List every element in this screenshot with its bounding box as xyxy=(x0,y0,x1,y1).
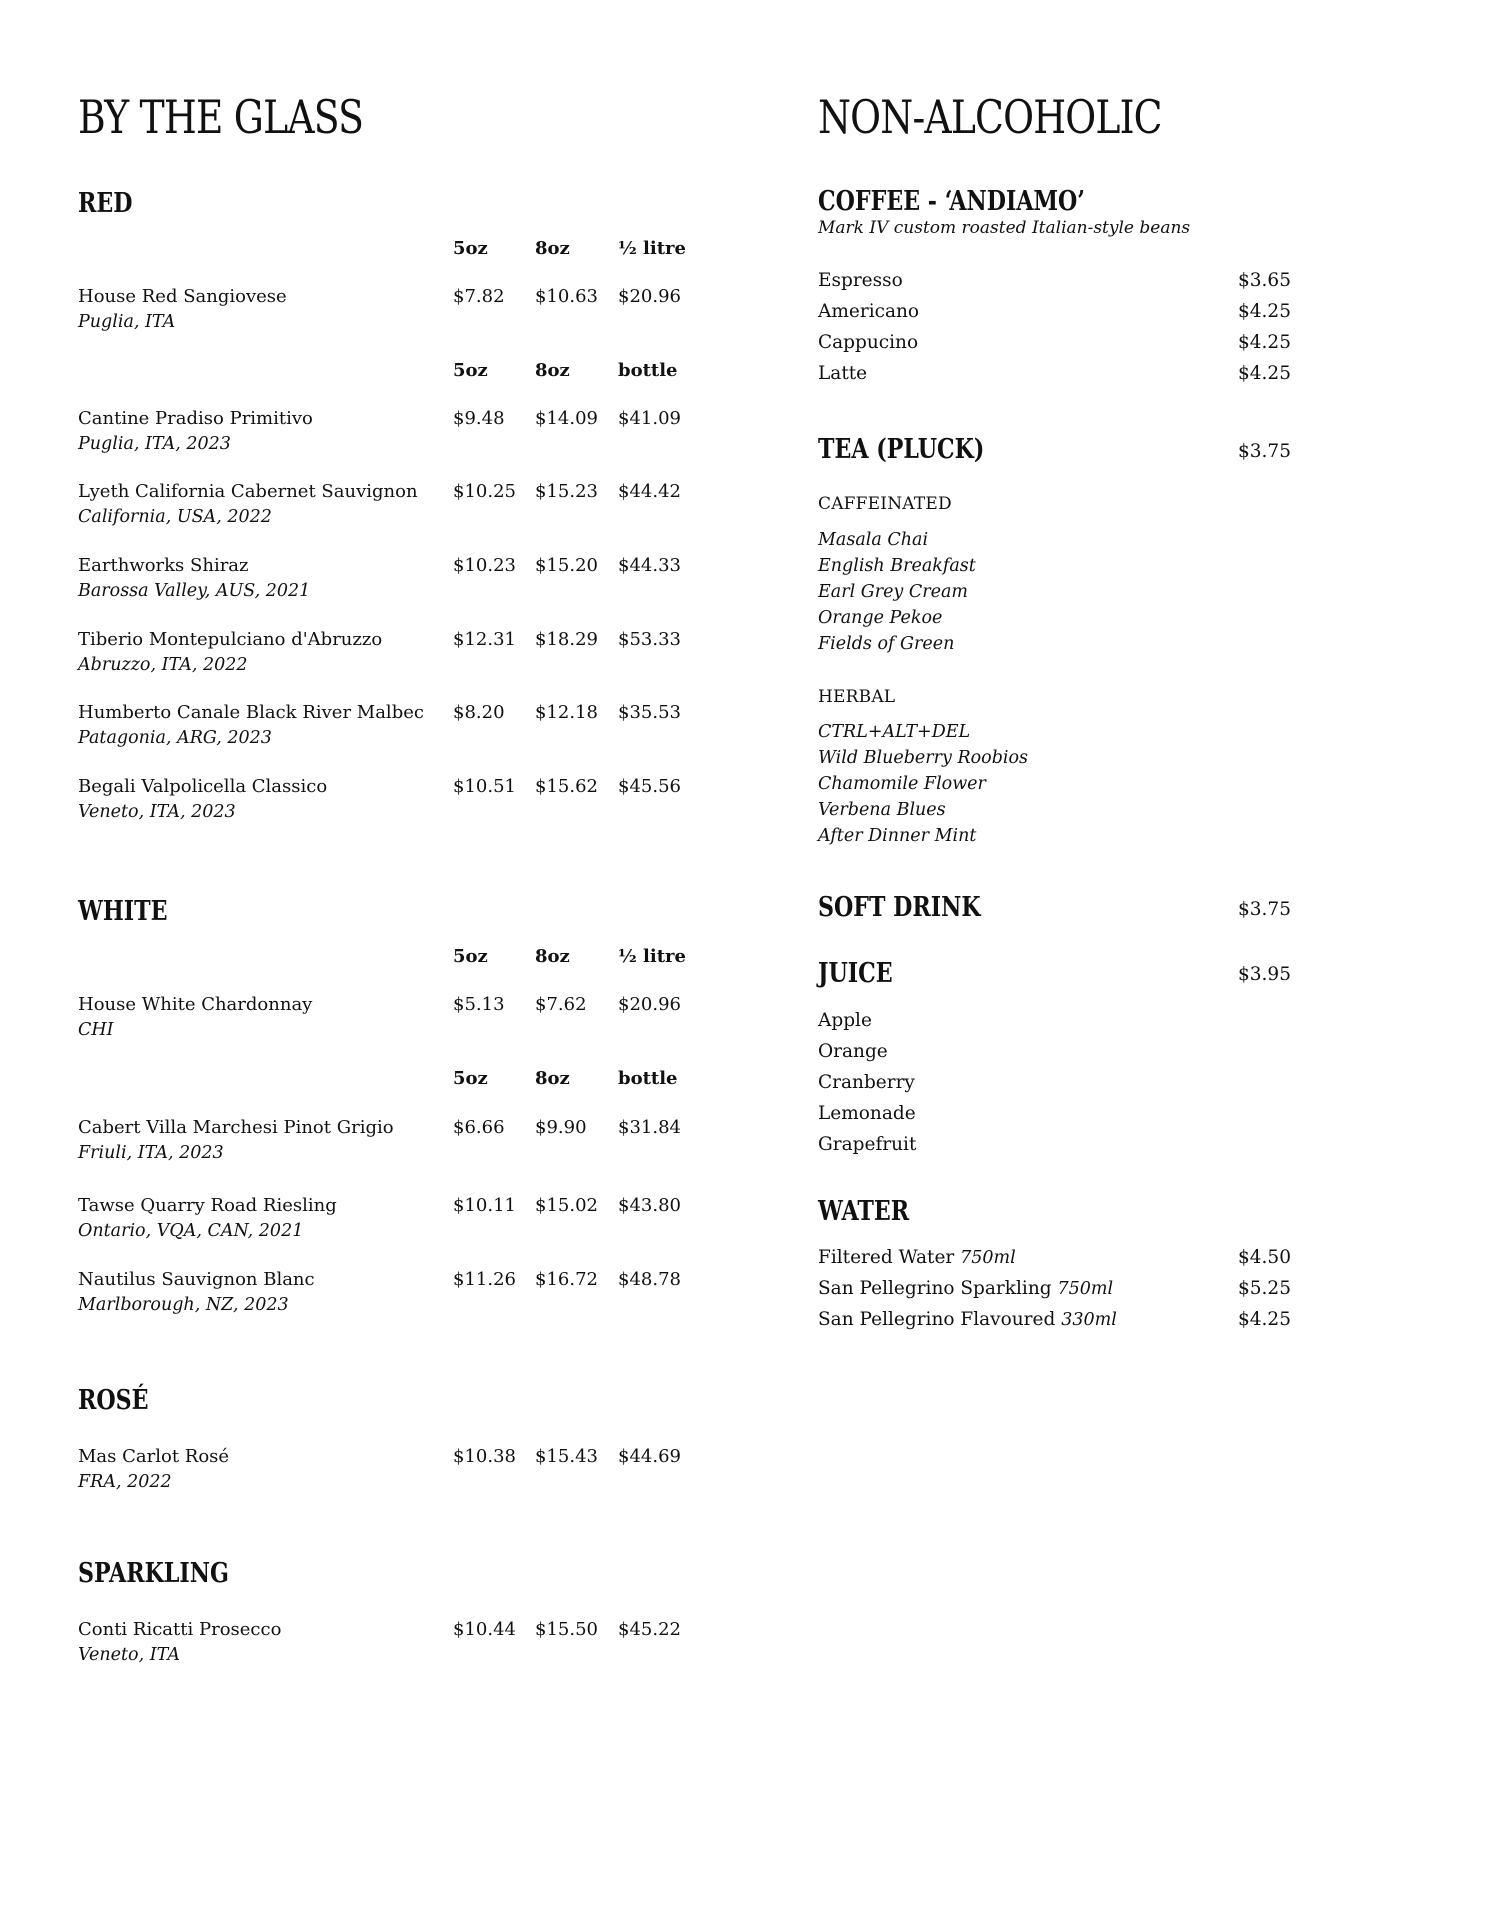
wine-origin: Veneto, ITA xyxy=(78,1645,180,1665)
water-name: Filtered Water xyxy=(818,1247,955,1268)
red-section-title: RED xyxy=(78,188,133,219)
price-8oz: $15.50 xyxy=(535,1619,598,1640)
price-half-litre: $20.96 xyxy=(618,994,681,1015)
juice-item: Cranberry xyxy=(818,1072,915,1093)
price-8oz: $9.90 xyxy=(535,1117,587,1138)
price-5oz: $10.23 xyxy=(453,555,516,576)
coffee-price: $3.65 xyxy=(1238,270,1291,291)
wine-name: House Red Sangiovese xyxy=(78,286,287,307)
size-header-half-litre: ½ litre xyxy=(618,238,686,259)
size-header-8oz: 8oz xyxy=(535,360,570,381)
wine-origin: Abruzzo, ITA, 2022 xyxy=(78,655,248,675)
price-5oz: $11.26 xyxy=(453,1269,516,1290)
water-name: San Pellegrino Sparkling xyxy=(818,1278,1052,1299)
coffee-item: Cappucino xyxy=(818,332,919,353)
wine-origin: Puglia, ITA xyxy=(78,312,176,332)
price-bottle: $44.42 xyxy=(618,481,681,502)
price-5oz: $6.66 xyxy=(453,1117,505,1138)
price-8oz: $7.62 xyxy=(535,994,587,1015)
tea-item: Verbena Blues xyxy=(818,800,946,820)
price-bottle: $44.69 xyxy=(618,1446,681,1467)
wine-origin: Veneto, ITA, 2023 xyxy=(78,802,236,822)
wine-origin: Patagonia, ARG, 2023 xyxy=(78,728,272,748)
price-bottle: $35.53 xyxy=(618,702,681,723)
coffee-price: $4.25 xyxy=(1238,332,1291,353)
water-size: 750ml xyxy=(960,1248,1016,1268)
herbal-label: HERBAL xyxy=(818,687,896,707)
wine-name: Cabert Villa Marchesi Pinot Grigio xyxy=(78,1117,394,1138)
sparkling-section-title: SPARKLING xyxy=(78,1558,229,1589)
size-header-5oz: 5oz xyxy=(453,360,488,381)
wine-name: Cantine Pradiso Primitivo xyxy=(78,408,313,429)
price-8oz: $18.29 xyxy=(535,629,598,650)
juice-item: Grapefruit xyxy=(818,1134,917,1155)
juice-item: Orange xyxy=(818,1041,888,1062)
price-5oz: $10.38 xyxy=(453,1446,516,1467)
price-bottle: $44.33 xyxy=(618,555,681,576)
coffee-price: $4.25 xyxy=(1238,363,1291,384)
price-8oz: $14.09 xyxy=(535,408,598,429)
size-header-half-litre: ½ litre xyxy=(618,946,686,967)
wine-name: Nautilus Sauvignon Blanc xyxy=(78,1269,315,1290)
price-8oz: $15.23 xyxy=(535,481,598,502)
price-bottle: $45.56 xyxy=(618,776,681,797)
juice-section-title: JUICE xyxy=(818,958,893,989)
juice-price: $3.95 xyxy=(1238,964,1291,985)
size-header-bottle: bottle xyxy=(618,360,678,381)
tea-item: Wild Blueberry Roobios xyxy=(818,748,1029,768)
price-5oz: $10.44 xyxy=(453,1619,516,1640)
water-price: $4.25 xyxy=(1238,1309,1291,1330)
price-bottle: $43.80 xyxy=(618,1195,681,1216)
wine-origin: Marlborough, NZ, 2023 xyxy=(78,1295,289,1315)
price-8oz: $12.18 xyxy=(535,702,598,723)
size-header-5oz: 5oz xyxy=(453,946,488,967)
wine-origin: California, USA, 2022 xyxy=(78,507,272,527)
coffee-section-title: COFFEE - ‘ANDIAMO’ xyxy=(818,186,1086,217)
page-title: BY THE GLASS xyxy=(78,90,364,144)
tea-item: After Dinner Mint xyxy=(818,826,977,846)
wine-name: House White Chardonnay xyxy=(78,994,313,1015)
juice-item: Lemonade xyxy=(818,1103,916,1124)
coffee-item: Americano xyxy=(818,301,920,322)
price-5oz: $10.25 xyxy=(453,481,516,502)
water-item xyxy=(818,1309,1117,1330)
non-alcoholic-title: NON-ALCOHOLIC xyxy=(818,90,1162,144)
tea-item: Masala Chai xyxy=(818,530,929,550)
tea-item: English Breakfast xyxy=(818,556,976,576)
tea-section-title: TEA (PLUCK) xyxy=(818,434,985,465)
water-item xyxy=(818,1247,1016,1268)
soft-drink-section-title: SOFT DRINK xyxy=(818,892,981,923)
wine-origin: Puglia, ITA, 2023 xyxy=(78,434,231,454)
tea-price: $3.75 xyxy=(1238,441,1291,462)
wine-name: Mas Carlot Rosé xyxy=(78,1446,230,1467)
price-5oz: $5.13 xyxy=(453,994,505,1015)
water-item xyxy=(818,1278,1113,1299)
size-header-5oz: 5oz xyxy=(453,238,488,259)
coffee-price: $4.25 xyxy=(1238,301,1291,322)
price-5oz: $10.51 xyxy=(453,776,516,797)
coffee-item: Espresso xyxy=(818,270,903,291)
tea-item: Chamomile Flower xyxy=(818,774,986,794)
wine-name: Conti Ricatti Prosecco xyxy=(78,1619,282,1640)
wine-name: Humberto Canale Black River Malbec xyxy=(78,702,424,723)
price-bottle: $45.22 xyxy=(618,1619,681,1640)
price-5oz: $12.31 xyxy=(453,629,516,650)
wine-origin: Barossa Valley, AUS, 2021 xyxy=(78,581,311,601)
price-8oz: $15.20 xyxy=(535,555,598,576)
wine-name: Begali Valpolicella Classico xyxy=(78,776,328,797)
price-8oz: $16.72 xyxy=(535,1269,598,1290)
wine-name: Earthworks Shiraz xyxy=(78,555,249,576)
wine-name: Tawse Quarry Road Riesling xyxy=(78,1195,337,1216)
white-section-title: WHITE xyxy=(78,896,168,927)
price-bottle: $48.78 xyxy=(618,1269,681,1290)
water-section-title: WATER xyxy=(818,1196,910,1227)
wine-origin: FRA, 2022 xyxy=(78,1472,172,1492)
size-header-8oz: 8oz xyxy=(535,946,570,967)
price-8oz: $10.63 xyxy=(535,286,598,307)
price-bottle: $31.84 xyxy=(618,1117,681,1138)
water-price: $4.50 xyxy=(1238,1247,1291,1268)
size-header-8oz: 8oz xyxy=(535,238,570,259)
juice-item: Apple xyxy=(818,1010,872,1031)
price-8oz: $15.02 xyxy=(535,1195,598,1216)
coffee-item: Latte xyxy=(818,363,868,384)
size-header-8oz: 8oz xyxy=(535,1068,570,1089)
wine-origin: Ontario, VQA, CAN, 2021 xyxy=(78,1221,304,1241)
tea-item: Fields of Green xyxy=(818,634,955,654)
price-8oz: $15.43 xyxy=(535,1446,598,1467)
tea-item: Orange Pekoe xyxy=(818,608,943,628)
price-5oz: $10.11 xyxy=(453,1195,516,1216)
tea-item: CTRL+ALT+DEL xyxy=(818,722,971,742)
water-size: 750ml xyxy=(1057,1279,1114,1299)
wine-name: Lyeth California Cabernet Sauvignon xyxy=(78,481,418,502)
price-5oz: $7.82 xyxy=(453,286,505,307)
soft-drink-price: $3.75 xyxy=(1238,899,1291,920)
water-price: $5.25 xyxy=(1238,1278,1291,1299)
price-bottle: $53.33 xyxy=(618,629,681,650)
price-bottle: $41.09 xyxy=(618,408,681,429)
size-header-5oz: 5oz xyxy=(453,1068,488,1089)
coffee-caption: Mark IV custom roasted Italian-style beans xyxy=(818,218,1191,238)
rose-section-title: ROSÉ xyxy=(78,1385,149,1416)
wine-origin: Friuli, ITA, 2023 xyxy=(78,1143,224,1163)
price-8oz: $15.62 xyxy=(535,776,598,797)
caffeinated-label: CAFFEINATED xyxy=(818,494,952,514)
price-5oz: $9.48 xyxy=(453,408,505,429)
size-header-bottle: bottle xyxy=(618,1068,678,1089)
tea-item: Earl Grey Cream xyxy=(818,582,969,602)
water-size: 330ml xyxy=(1061,1310,1117,1330)
price-5oz: $8.20 xyxy=(453,702,505,723)
price-half-litre: $20.96 xyxy=(618,286,681,307)
wine-name: Tiberio Montepulciano d'Abruzzo xyxy=(78,629,383,650)
water-name: San Pellegrino Flavoured xyxy=(818,1309,1056,1330)
wine-origin: CHI xyxy=(78,1020,114,1040)
